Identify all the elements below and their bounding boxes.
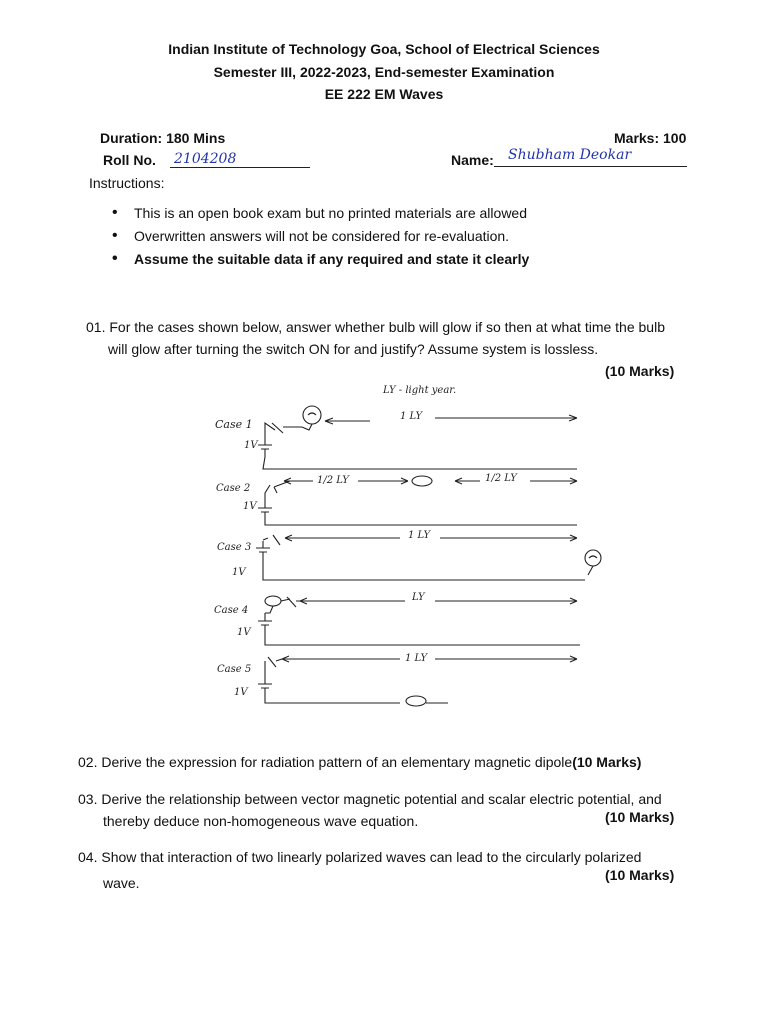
institute-title: Indian Institute of Technology Goa, School of Electrical Sciences [168,41,600,57]
circuit-diagram [190,375,620,715]
case-4-distance: LY [412,592,425,603]
question-2-marks: (10 Marks) [572,754,642,770]
instruction-item: • Assume the suitable data if any required and state it clearly [108,251,529,274]
name-value: Shubham Deokar [508,147,632,163]
instruction-item: • This is an open book exam but no printed materials are allowed [108,205,529,228]
case-2-voltage: 1V [243,501,257,512]
course-title: EE 222 EM Waves [324,86,444,102]
case-4-circuit [258,596,580,645]
question-4-marks: (10 Marks) [605,867,675,883]
roll-label: Roll No. [103,152,156,168]
case-5-label: Case 5 [217,664,252,675]
question-text: Derive the relationship between vector magnetic potential and scalar electric potential, and [101,791,662,807]
instruction-item: • Overwritten answers will not be considered for re-evaluation. [108,228,529,251]
name-label: Name: [451,152,494,168]
question-number: 03. [78,791,98,807]
diagram-legend: LY - light year. [383,385,457,396]
question-1-marks: (10 Marks) [605,363,675,379]
case-2-circuit [258,476,577,525]
case-3-circuit [256,535,601,580]
question-text: Derive the expression for radiation pattern of an elementary magnetic dipole [101,754,573,770]
question-1 [86,316,665,338]
case-2-distance-b: 1/2 LY [485,473,517,484]
name-field [494,146,687,167]
question-3 [78,788,662,810]
roll-number-field [170,150,310,168]
total-marks-text: Marks: 100 [614,130,687,146]
question-4 [78,846,641,868]
question-number: 02. [78,754,98,770]
instructions-list [108,205,529,274]
exam-title: Semester III, 2022-2023, End-semester Examination [213,64,555,80]
case-3-distance: 1 LY [408,530,431,541]
case-3-voltage: 1V [232,567,246,578]
case-5-distance: 1 LY [405,653,428,664]
instructions-title: Instructions: [89,175,165,191]
duration-text: Duration: 180 Mins [100,130,226,146]
case-2-label: Case 2 [216,483,251,494]
question-3-line2: thereby deduce non-homogeneous wave equation. [103,813,419,829]
question-1-line2: will glow after turning the switch ON for and justify? Assume system is lossless. [108,341,599,357]
case-2-distance-a: 1/2 LY [317,475,349,486]
question-text: Show that interaction of two linearly polarized waves can lead to the circularly polarized [101,849,642,865]
question-2 [78,751,698,773]
roll-number-value: 2104208 [174,151,237,167]
question-4-line2: wave. [103,875,140,891]
case-5-voltage: 1V [234,687,248,698]
case-4-label: Case 4 [214,605,249,616]
question-number: 04. [78,849,98,865]
question-3-marks: (10 Marks) [605,809,675,825]
case-1-label: Case 1 [215,418,253,431]
case-1-distance: 1 LY [400,411,423,422]
case-3-label: Case 3 [217,542,252,553]
question-number: 01. [86,319,106,335]
case-4-voltage: 1V [237,627,251,638]
question-text: For the cases shown below, answer whether bulb will glow if so then at what time the bulb [109,319,665,335]
case-1-voltage: 1V [244,440,258,451]
